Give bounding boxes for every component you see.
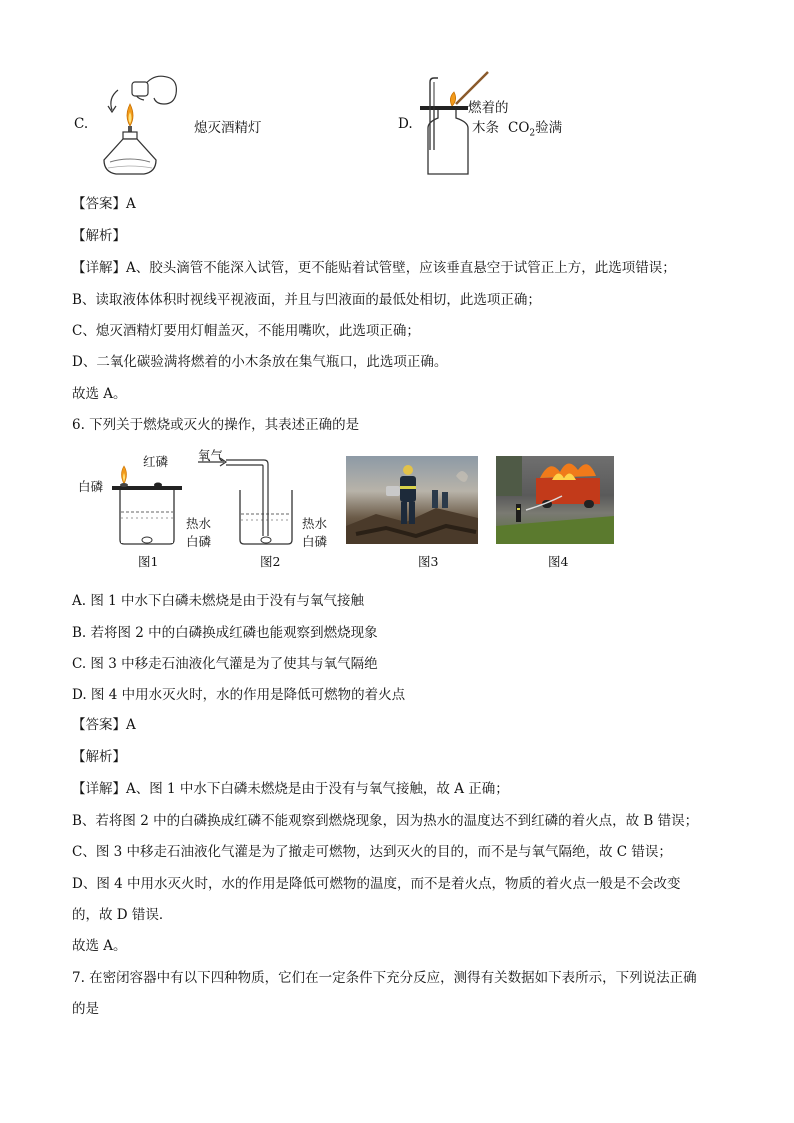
option-d-caption-2: 木条 — [472, 120, 499, 136]
alcohol-lamp-extinguish-icon — [96, 68, 188, 180]
firefighter-scene-icon — [346, 456, 478, 544]
q7-stem-line-1: 7. 在密闭容器中有以下四种物质，它们在一定条件下充分反应，测得有关数据如下表所示，下列说法正确 — [72, 970, 697, 986]
fig2-label-white-p: 白磷 — [302, 534, 328, 549]
q5-analysis-heading: 【解析】 — [72, 228, 126, 244]
fig3-caption: 图3 — [418, 554, 439, 569]
figure-4-photo — [496, 456, 614, 544]
truck-fire-scene-icon — [496, 456, 614, 544]
fig2-label-hot-water: 热水 — [302, 516, 328, 531]
option-d-caption-1: 燃着的 — [468, 100, 509, 116]
fig1-label-hot-water: 热水 — [186, 516, 212, 531]
q5-answer: 【答案】A — [72, 196, 136, 212]
option-d-caption-3: $CO_2$验满 — [508, 120, 563, 139]
q6-option-b: B. 若将图 2 中的白磷换成红磷也能观察到燃烧现象 — [72, 625, 378, 641]
q6-option-a: A. 图 1 中水下白磷未燃烧是由于没有与氧气接触 — [72, 593, 365, 609]
fig2-label-oxygen: 氧气 — [198, 448, 224, 463]
q6-option-c: C. 图 3 中移走石油液化气灌是为了使其与氧气隔绝 — [72, 656, 378, 672]
q6-explanation-line: 【详解】A、图 1 中水下白磷未燃烧是由于没有与氧气接触，故 A 正确； — [72, 781, 509, 797]
fig1-label-white-p-top: 白磷 — [78, 479, 104, 494]
q6-explanation-line: D、图 4 中用水灭火时，水的作用是降低可燃物的温度，而不是着火点，物质的着火点一般是不会改变 — [72, 876, 681, 892]
fig1-label-red-p: 红磷 — [143, 454, 169, 469]
q7-stem-line-2: 的是 — [72, 1001, 99, 1017]
q5-explanation-line: D、二氧化碳验满将燃着的小木条放在集气瓶口，此选项正确。 — [72, 354, 448, 370]
q6-option-d: D. 图 4 中用水灭火时，水的作用是降低可燃物的着火点 — [72, 687, 406, 703]
fig4-caption: 图4 — [548, 554, 569, 569]
figure-3-photo — [346, 456, 478, 544]
q6-answer: 【答案】A — [72, 717, 136, 733]
q6-explanation-line: 的，故 D 错误． — [72, 907, 173, 923]
q6-explanation-line: B、若将图 2 中的白磷换成红磷不能观察到燃烧现象，因为热水的温度达不到红磷的着火点，故 B 错误； — [72, 813, 699, 829]
q6-explanation-line: C、图 3 中移走石油液化气灌是为了撤走可燃物，达到灭火的目的，而不是与氧气隔绝，故 C 错误； — [72, 844, 672, 860]
q5-explanation-line: C、熄灭酒精灯要用灯帽盖灭，不能用嘴吹，此选项正确； — [72, 323, 420, 339]
q5-explanation-line: B、读取液体体积时视线平视液面，并且与凹液面的最低处相切，此选项正确； — [72, 292, 541, 308]
option-d-letter: D. — [398, 116, 413, 132]
q5-explanation-line: 【详解】A、胶头滴管不能深入试管，更不能贴着试管壁，应该垂直悬空于试管正上方，此选项错误； — [72, 260, 676, 276]
fig1-label-white-p-bottom: 白磷 — [186, 534, 212, 549]
q6-conclusion: 故选 A。 — [72, 938, 127, 954]
fig1-caption: 图1 — [138, 554, 159, 569]
q5-conclusion: 故选 A。 — [72, 386, 127, 402]
fig2-caption: 图2 — [260, 554, 281, 569]
option-c-caption: 熄灭酒精灯 — [194, 120, 262, 136]
q6-stem: 6. 下列关于燃烧或灭火的操作，其表述正确的是 — [72, 417, 360, 433]
q6-analysis-heading: 【解析】 — [72, 749, 126, 765]
option-c-letter: C. — [74, 116, 89, 132]
